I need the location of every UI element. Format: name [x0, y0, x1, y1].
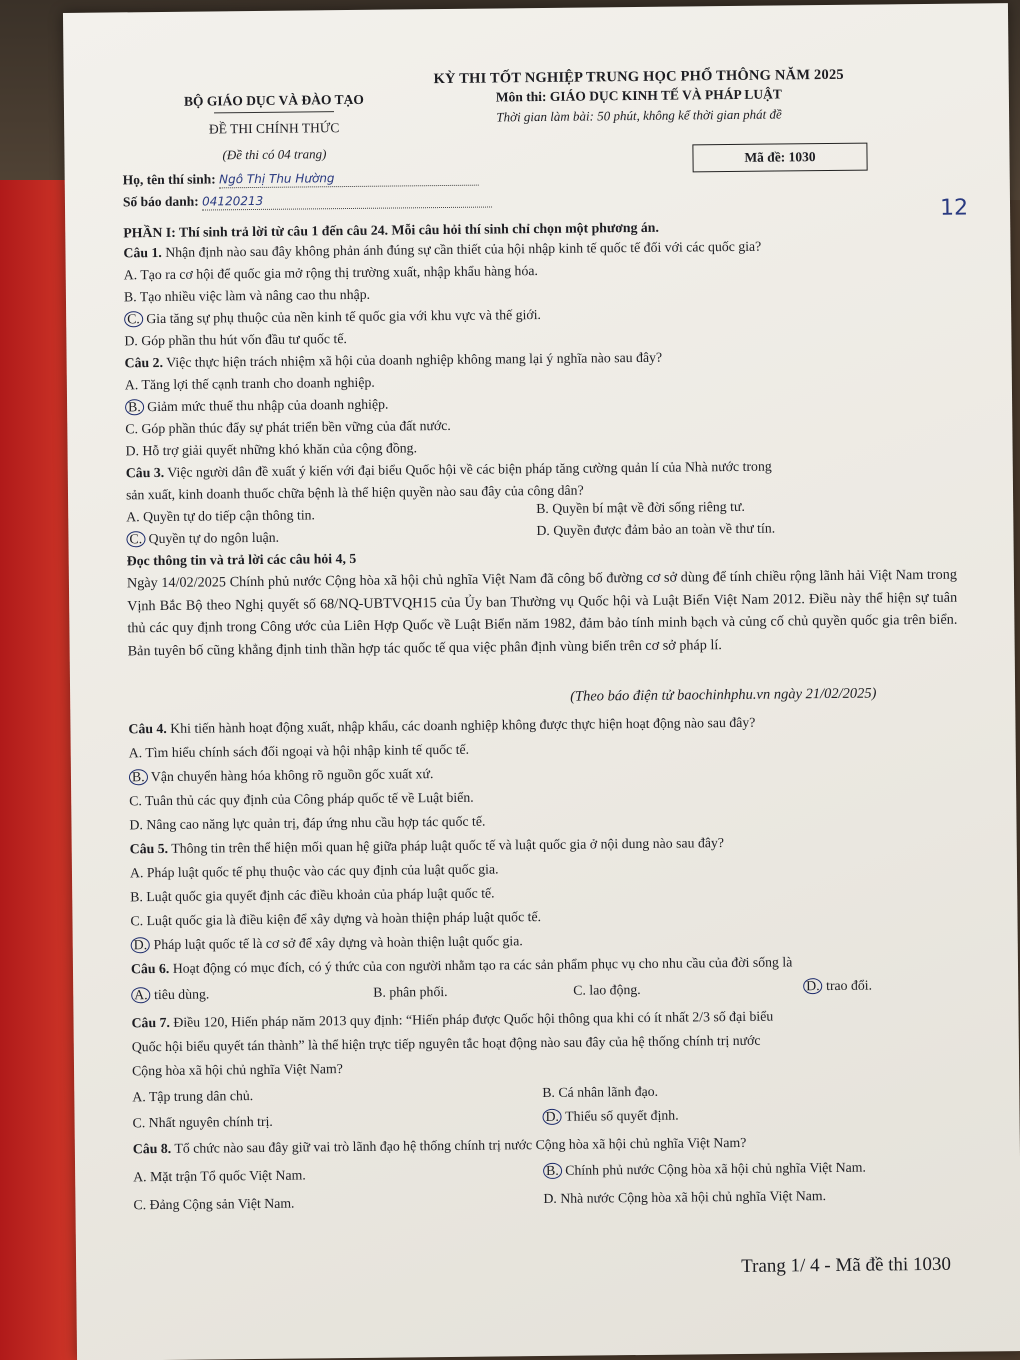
q1-option-a: A. Tạo ra cơ hội để quốc gia mở rộng thị trường xuất, nhập khẩu hàng hóa.	[123, 263, 538, 283]
q1-option-c	[124, 306, 541, 328]
question-text: Tổ chức nào sau đây giữ vai trò lãnh đạo hệ thống chính trị nước Cộng hòa xã hội chủ nghĩa Việt Nam?	[174, 1134, 747, 1156]
answer-circle: D.	[803, 978, 823, 994]
q7-text-line2: Quốc hội biểu quyết tán thành” là thể hiện trực tiếp nguyên tắc hoạt động nào sau đây của hệ thống chính trị nước	[131, 1032, 761, 1055]
question-number: Câu 6.	[130, 960, 170, 977]
question-text: Điều 120, Hiến pháp năm 2013 quy định: “Hiến pháp được Quốc hội thông qua khi có ít nhất 2/3 số đại biểu	[173, 1008, 774, 1030]
header-left	[159, 92, 390, 164]
option-text: Pháp luật quốc tế là cơ sở để xây dựng và hoàn thiện luật quốc gia.	[153, 933, 523, 953]
q3-option-d: D. Quyền được đảm bảo an toàn về thư tín.	[536, 520, 776, 539]
exam-title: KỲ THI TỐT NGHIỆP TRUNG HỌC PHỔ THÔNG NĂM 2025	[433, 66, 844, 88]
pen-mark: 12	[939, 195, 969, 221]
option-text: Gia tăng sự phụ thuộc của nền kinh tế quốc gia với khu vực và thế giới.	[146, 306, 542, 327]
question-number: Câu 5.	[129, 840, 169, 857]
question-text: Hoạt động có mục đích, có ý thức của con người nhằm tạo ra các sản phẩm phục vụ cho nhu cầu của đời sống là	[172, 954, 793, 976]
q8-option-a: A. Mặt trận Tổ quốc Việt Nam.	[133, 1167, 306, 1185]
question-text: Thông tin trên thể hiện mối quan hệ giữa pháp luật quốc tế và luật quốc gia ở nội dung nào sau đây?	[171, 835, 725, 856]
q6-option-b: B. phân phối.	[373, 984, 448, 1000]
q3-text-line2: sản xuất, kinh doanh thuốc chữa bệnh là thể hiện quyền nào sau đây của công dân?	[125, 482, 584, 503]
reading-source: (Theo báo điện tử baochinhphu.vn ngày 21/02/2025)	[570, 685, 877, 705]
question-3	[126, 458, 772, 482]
candidate-name-label: Họ, tên thí sinh:	[122, 171, 216, 188]
part1-instruction: PHẦN I: Thí sinh trả lời từ câu 1 đến câu 24. Mỗi câu hỏi thí sinh chỉ chọn một phương án.	[123, 219, 659, 241]
answer-circle: C.	[126, 531, 145, 547]
question-number: Câu 2.	[124, 354, 164, 371]
question-5	[130, 834, 724, 857]
candidate-number-label: Số báo danh:	[122, 193, 199, 210]
question-number: Câu 3.	[125, 464, 165, 481]
q6-option-c: C. lao động.	[573, 981, 641, 998]
candidate-number-field	[123, 191, 492, 212]
exam-code-box: Mã đề: 1030	[692, 143, 867, 173]
question-number: Câu 7.	[131, 1014, 170, 1031]
question-4	[128, 714, 755, 738]
q5-option-d	[131, 932, 523, 953]
page-footer: Trang 1/ 4 - Mã đề thi 1030	[741, 1253, 952, 1277]
q7-option-c: C. Nhất nguyên chính trị.	[132, 1113, 273, 1131]
q5-option-b: B. Luật quốc gia quyết định các điều khoản của pháp luật quốc tế.	[130, 885, 495, 905]
subject: Môn thi: GIÁO DỤC KINH TẾ VÀ PHÁP LUẬT	[495, 86, 782, 105]
answer-circle: D.	[131, 937, 151, 953]
option-text: Giảm mức thuế thu nhập của doanh nghiệp.	[147, 396, 389, 415]
official-label: ĐỀ THI CHÍNH THỨC	[208, 120, 340, 137]
q3-option-a: A. Quyền tự do tiếp cận thông tin.	[126, 507, 316, 525]
option-text: Quyền tự do ngôn luận.	[148, 529, 280, 547]
answer-circle: B.	[129, 769, 148, 785]
question-7	[131, 1008, 773, 1032]
q7-text-line3: Cộng hòa xã hội chủ nghĩa Việt Nam?	[131, 1061, 343, 1079]
question-8	[133, 1134, 747, 1158]
answer-circle: D.	[542, 1109, 562, 1125]
candidate-number-value: 04120213	[202, 193, 264, 209]
question-text: Nhận định nào sau đây không phản ánh đúng sự cần thiết của hội nhập kinh tế quốc tế đối với các quốc gia?	[165, 238, 762, 260]
question-1	[123, 238, 761, 262]
q5-option-a: A. Pháp luật quốc tế phụ thuộc vào các quy định của luật quốc gia.	[129, 861, 499, 881]
option-text: trao đổi.	[825, 977, 873, 994]
q3-option-b: B. Quyền bí mật về đời sống riêng tư.	[536, 498, 745, 517]
q4-option-d: D. Nâng cao năng lực quản trị, đáp ứng nhu cầu hợp tác quốc tế.	[129, 813, 486, 833]
ministry-name: BỘ GIÁO DỤC VÀ ĐÀO TẠO	[183, 91, 364, 109]
q5-option-c: C. Luật quốc gia là điều kiện để xây dựng và hoàn thiện pháp luật quốc tế.	[130, 909, 542, 929]
q4-option-c: C. Tuân thủ các quy định của Công pháp quốc tế về Luật biển.	[129, 789, 474, 809]
pages-note: (Đề thi có 04 trang)	[222, 146, 327, 163]
q7-option-d	[542, 1107, 678, 1126]
q8-option-c: C. Đảng Cộng sản Việt Nam.	[133, 1195, 295, 1213]
header-right	[404, 66, 875, 126]
q6-option-a	[131, 986, 209, 1004]
candidate-name-field	[123, 169, 480, 190]
q7-option-a: A. Tập trung dân chủ.	[132, 1088, 254, 1105]
reading-heading: Đọc thông tin và trả lời các câu hỏi 4, 5	[126, 550, 357, 569]
question-text: Việc người dân đề xuất ý kiến với đại biểu Quốc hội về các biện pháp tăng cường quản lí của Nhà nước trong	[167, 458, 772, 480]
candidate-name-value: Ngô Thị Thu Hường	[219, 171, 335, 187]
reading-passage: Ngày 14/02/2025 Chính phủ nước Cộng hòa xã hội chủ nghĩa Việt Nam đã công bố đường cơ sở dùng để tính chiều rộng lãnh hải Việt Nam trong Vịnh Bắc Bộ theo Nghị quyết số 68/NQ-UBTVQH15 của Ủy ban Thường vụ Quốc hội và Luật Biển Việt Nam 2012. Điều này thể hiện sự tuân thủ các quy định trong Công ước của Liên Hợp Quốc về Luật Biển năm 1982, đảm bảo tính minh bạch và củng cố chủ quyền quốc gia trên biển. Bản tuyên bố cũng khẳng định tinh thần hợp tác quốc tế qua việc phân định vùng biển trên cơ sở pháp lí.	[126, 566, 958, 660]
option-text: Thiểu số quyết định.	[565, 1107, 679, 1124]
question-text: Việc thực hiện trách nhiệm xã hội của doanh nghiệp không mang lại ý nghĩa nào sau đây?	[166, 349, 663, 370]
q2-option-d: D. Hỗ trợ giải quyết những khó khăn của cộng đồng.	[125, 440, 418, 459]
q4-option-b	[129, 765, 434, 785]
answer-circle: B.	[125, 399, 144, 415]
question-6	[131, 953, 793, 977]
divider	[214, 111, 334, 113]
exam-paper	[63, 3, 1020, 1360]
q8-option-d: D. Nhà nước Cộng hòa xã hội chủ nghĩa Việt Nam.	[543, 1188, 827, 1207]
option-text: tiêu dùng.	[154, 986, 210, 1003]
question-text: Khi tiến hành hoạt động xuất, nhập khẩu, các doanh nghiệp không được thực hiện hoạt động nào sau đây?	[170, 714, 756, 736]
question-number: Câu 4.	[128, 720, 167, 737]
q6-option-d	[803, 977, 872, 995]
q2-option-b	[125, 396, 388, 416]
q3-option-c	[126, 529, 279, 548]
question-number: Câu 8.	[132, 1140, 172, 1157]
answer-circle: B.	[543, 1163, 562, 1179]
answer-circle: C.	[124, 311, 143, 327]
q2-option-a: A. Tăng lợi thế cạnh tranh cho doanh nghiệp.	[124, 374, 375, 393]
q1-option-b: B. Tạo nhiều việc làm và nâng cao thu nhập.	[123, 286, 371, 305]
question-number: Câu 1.	[123, 244, 162, 261]
answer-circle: A.	[131, 987, 151, 1003]
option-text: Vận chuyển hàng hóa không rõ nguồn gốc xuất xứ.	[150, 766, 434, 785]
q8-option-b	[543, 1159, 866, 1180]
question-2	[125, 349, 663, 372]
q2-option-c: C. Góp phần thúc đẩy sự phát triển bền vững của đất nước.	[125, 417, 451, 437]
q7-option-b: B. Cá nhân lãnh đạo.	[542, 1083, 659, 1101]
time-note: Thời gian làm bài: 50 phút, không kể thời gian phát đề	[496, 106, 782, 125]
q1-option-d: D. Góp phần thu hút vốn đầu tư quốc tế.	[124, 331, 347, 349]
q4-option-a: A. Tìm hiểu chính sách đối ngoại và hội nhập kinh tế quốc tế.	[128, 741, 470, 761]
option-text: Chính phủ nước Cộng hòa xã hội chủ nghĩa Việt Nam.	[565, 1159, 866, 1178]
